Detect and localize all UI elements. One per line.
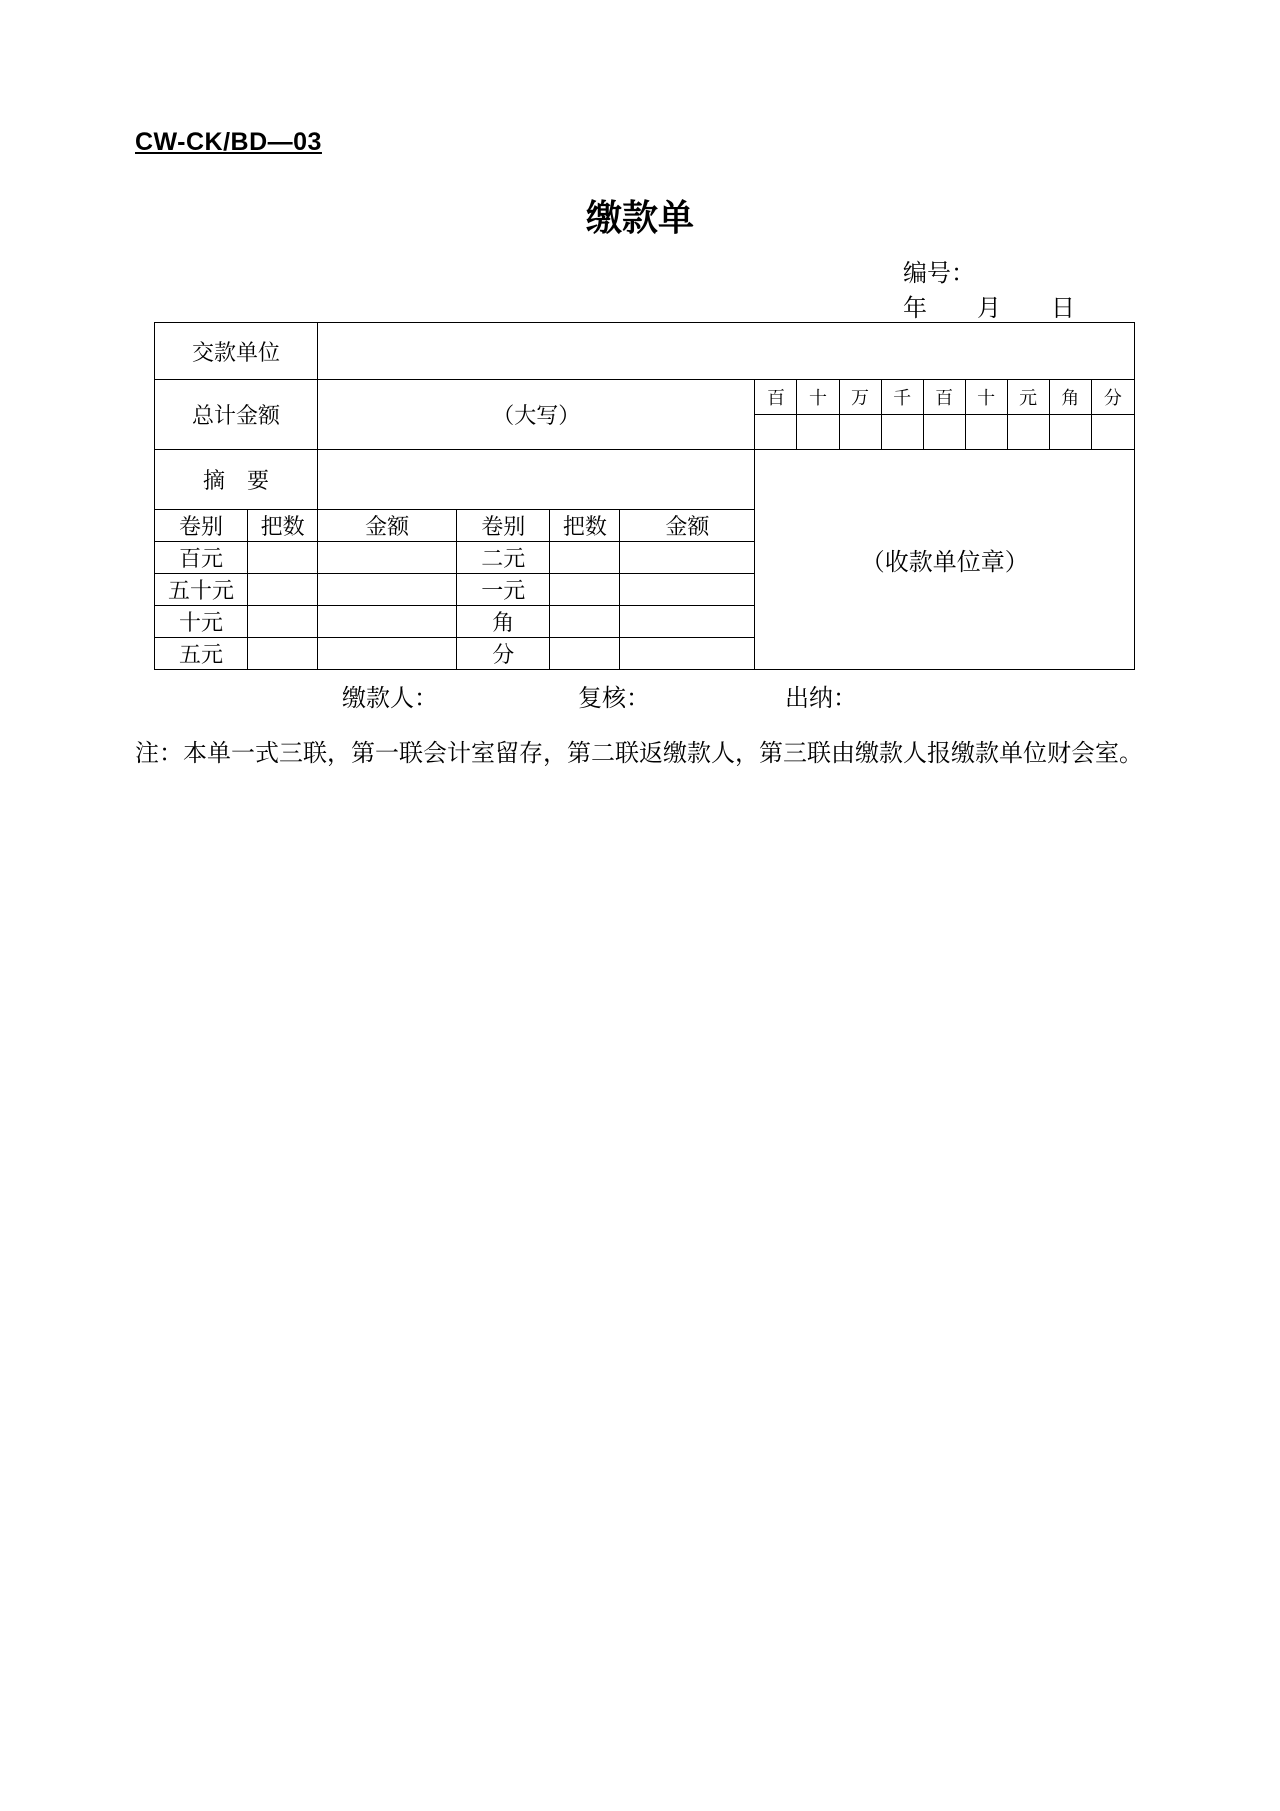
summary-row	[155, 450, 1135, 510]
date-day-label: 日	[1051, 294, 1075, 322]
denom-type-left: 五十元	[155, 574, 248, 606]
denom-amount-field[interactable]	[620, 574, 755, 606]
digit-header-jiao: 角	[1049, 380, 1091, 415]
footnote: 注：本单一式三联，第一联会计室留存，第二联返缴款人，第三联由缴款人报缴款单位财会室。	[135, 739, 1143, 767]
digit-cell[interactable]	[1049, 415, 1091, 450]
denom-bundles-field[interactable]	[550, 606, 620, 638]
digit-header-ten-thousand-ten: 十	[797, 380, 839, 415]
digit-header-hundred-thousand: 百	[755, 380, 797, 415]
summary-field[interactable]	[318, 450, 755, 510]
page-title	[0, 190, 1280, 241]
denom-type-right: 二元	[457, 542, 550, 574]
denom-header-bundles-right: 把数	[550, 510, 620, 542]
denom-header-amount-left: 金额	[318, 510, 457, 542]
denom-header-type-left: 卷别	[155, 510, 248, 542]
reviewer-signature-label: 复核：	[578, 684, 650, 712]
digit-header-thousand: 千	[881, 380, 923, 415]
summary-label: 摘 要	[155, 450, 318, 510]
total-amount-label: 总计金额	[155, 380, 318, 450]
total-amount-row	[155, 380, 1135, 415]
date-month-label: 月	[977, 294, 1001, 322]
document-code: CW-CK/BD—03	[135, 128, 322, 156]
denom-amount-field[interactable]	[620, 638, 755, 670]
payer-unit-label: 交款单位	[155, 323, 318, 380]
date-line	[903, 288, 1075, 323]
digit-header-hundred: 百	[923, 380, 965, 415]
document-number-label: 编号：	[903, 259, 975, 287]
denom-type-right: 角	[457, 606, 550, 638]
payer-signature-label: 缴款人：	[342, 684, 438, 712]
denom-amount-field[interactable]	[620, 542, 755, 574]
denom-type-left: 五元	[155, 638, 248, 670]
receiver-stamp-label: （收款单位章）	[860, 548, 1029, 576]
payer-unit-row	[155, 323, 1135, 380]
digit-header-ten-thousand: 万	[839, 380, 881, 415]
total-amount-words-field[interactable]	[318, 380, 755, 450]
digit-header-fen: 分	[1091, 380, 1134, 415]
cashier-signature-label: 出纳：	[785, 684, 857, 712]
denom-header-type-right: 卷别	[457, 510, 550, 542]
denom-bundles-field[interactable]	[248, 542, 318, 574]
digit-header-yuan: 元	[1007, 380, 1049, 415]
receiver-stamp-area	[755, 450, 1135, 670]
denom-type-left: 十元	[155, 606, 248, 638]
denom-header-amount-right: 金额	[620, 510, 755, 542]
date-year-label: 年	[903, 294, 927, 322]
payer-unit-field[interactable]	[318, 323, 1135, 380]
digit-cell[interactable]	[881, 415, 923, 450]
digit-cell[interactable]	[1007, 415, 1049, 450]
title-text: 缴款单	[585, 198, 694, 239]
denom-amount-field[interactable]	[318, 542, 457, 574]
denom-amount-field[interactable]	[318, 606, 457, 638]
denom-type-right: 分	[457, 638, 550, 670]
denom-bundles-field[interactable]	[248, 606, 318, 638]
denom-bundles-field[interactable]	[550, 574, 620, 606]
digit-cell[interactable]	[797, 415, 839, 450]
digit-cell[interactable]	[755, 415, 797, 450]
denom-header-bundles-left: 把数	[248, 510, 318, 542]
denom-type-left: 百元	[155, 542, 248, 574]
denom-type-right: 一元	[457, 574, 550, 606]
denom-bundles-field[interactable]	[248, 638, 318, 670]
digit-cell[interactable]	[923, 415, 965, 450]
digit-header-ten: 十	[965, 380, 1007, 415]
digit-cell[interactable]	[965, 415, 1007, 450]
denom-bundles-field[interactable]	[550, 638, 620, 670]
denom-amount-field[interactable]	[318, 574, 457, 606]
digit-cell[interactable]	[839, 415, 881, 450]
denom-bundles-field[interactable]	[550, 542, 620, 574]
denom-bundles-field[interactable]	[248, 574, 318, 606]
digit-cell[interactable]	[1091, 415, 1134, 450]
payment-form-table	[154, 322, 1135, 670]
denom-amount-field[interactable]	[620, 606, 755, 638]
denom-amount-field[interactable]	[318, 638, 457, 670]
total-amount-hint: （大写）	[492, 404, 581, 429]
